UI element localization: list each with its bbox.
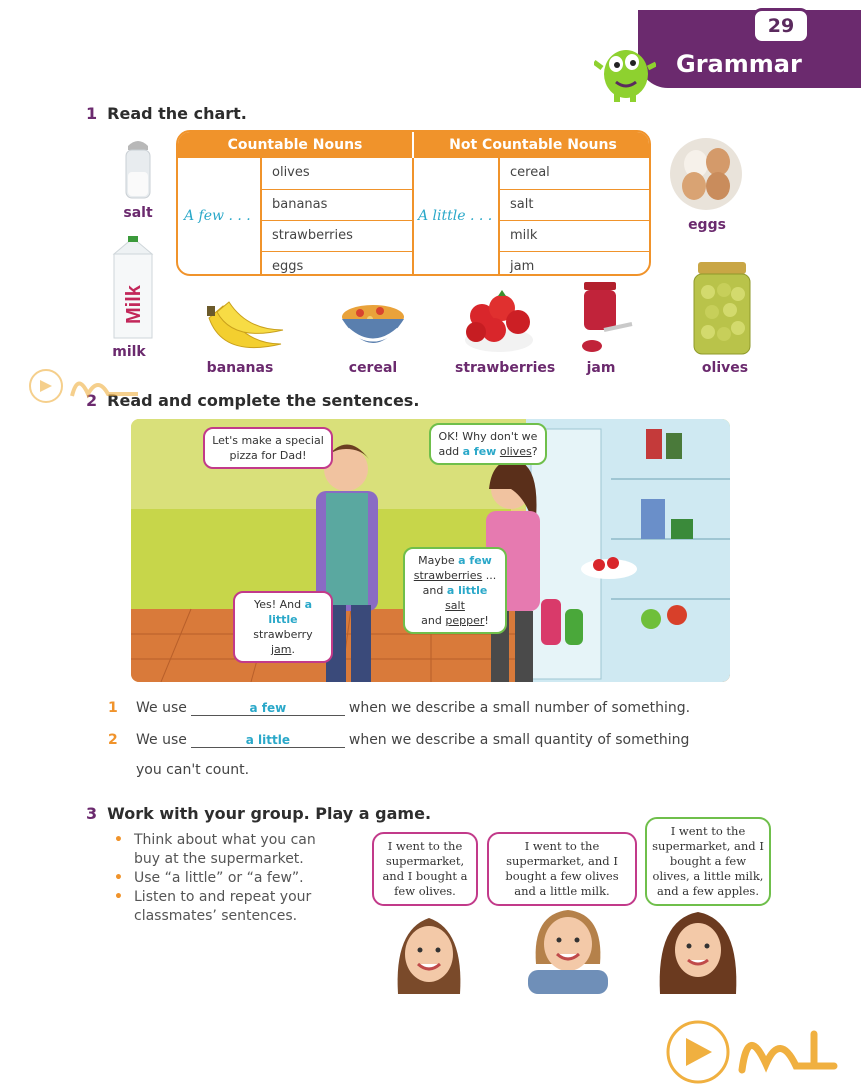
strawberries-icon (462, 288, 536, 354)
sentence-2: 2 We use a little when we describe a small quantity of something (108, 732, 690, 748)
answer-blank[interactable]: a little (191, 733, 345, 748)
a-few-qualifier: A few . . . (184, 208, 251, 224)
activity-1-heading: 1 Read the chart. (86, 104, 247, 123)
eggs-bowl-icon (668, 136, 744, 212)
uncountable-header: Not Countable Nouns (413, 132, 651, 158)
uncountable-cell: salt (500, 189, 651, 220)
kid-2-speech-bubble: I went to the supermarket, and I bought a few olives and a little milk. (487, 832, 637, 906)
uncountable-cell: milk (500, 220, 651, 251)
jam-jar-icon (580, 278, 636, 358)
maybe-speech-bubble: Maybe a few strawberries ... and a little salt and pepper! (403, 547, 507, 634)
brand-logo-icon (664, 1014, 844, 1086)
salt-shaker-icon (120, 136, 156, 200)
bananas-label: bananas (206, 360, 274, 376)
kid-1-speech-bubble: I went to the supermarket, and I bought a few olives. (372, 832, 478, 906)
watermark-logo-icon (28, 366, 148, 406)
uncountable-cell: cereal (510, 165, 550, 180)
olives-label: olives (701, 360, 749, 376)
game-instructions (108, 831, 338, 926)
a-little-qualifier: A little . . . (418, 208, 493, 224)
girl-2-avatar (522, 904, 614, 994)
sentence-1: 1 We use a few when we describe a small number of something. (108, 700, 691, 716)
boy-speech-bubble: Let's make a special pizza for Dad! (203, 427, 333, 469)
eggs-label: eggs (688, 217, 726, 233)
instruction-item: • Think about what you can buy at the supermarket. (108, 831, 338, 869)
salt-label: salt (123, 205, 153, 221)
kid-3-speech-bubble: I went to the supermarket, and I bought a few olives, a little milk, and a few apples. (645, 817, 771, 906)
countable-cell: bananas (262, 189, 412, 220)
activity-3-heading: 3 Work with your group. Play a game. (86, 804, 432, 823)
column-divider (412, 158, 414, 276)
milk-carton-text: Milk (123, 285, 145, 324)
cereal-label: cereal (348, 360, 398, 376)
strawberries-label: strawberries (455, 360, 556, 376)
olives-jar-icon (690, 262, 754, 356)
girl-1-avatar (392, 910, 466, 994)
monster-mascot-icon (594, 38, 656, 102)
section-title: Grammar (676, 50, 802, 78)
yes-speech-bubble: Yes! And a little strawberry jam. (233, 591, 333, 663)
countable-cell: eggs (262, 251, 412, 276)
sentence-2-continued: you can't count. (136, 762, 250, 778)
page-number: 29 (752, 8, 810, 44)
girl-3-avatar (656, 906, 740, 994)
milk-carton-icon (110, 236, 156, 340)
countable-cell: strawberries (262, 220, 412, 251)
jam-label: jam (586, 360, 616, 376)
uncountable-cell: jam (500, 251, 651, 276)
instruction-item: • Use “a little” or “a few”. (108, 869, 338, 888)
girl-speech-bubble-top: OK! Why don't we add a few olives? (429, 423, 547, 465)
kitchen-scene (131, 419, 730, 682)
milk-label: milk (112, 344, 146, 360)
cereal-bowl-icon (340, 297, 406, 357)
countable-header: Countable Nouns (178, 132, 412, 158)
countable-cell: olives (272, 165, 310, 180)
bananas-icon (203, 298, 287, 358)
activity-2-heading: 2 Read and complete the sentences. (86, 391, 420, 410)
noun-chart (176, 130, 651, 276)
instruction-item: • Listen to and repeat your classmates’ sentences. (108, 888, 338, 926)
answer-blank[interactable]: a few (191, 701, 345, 716)
